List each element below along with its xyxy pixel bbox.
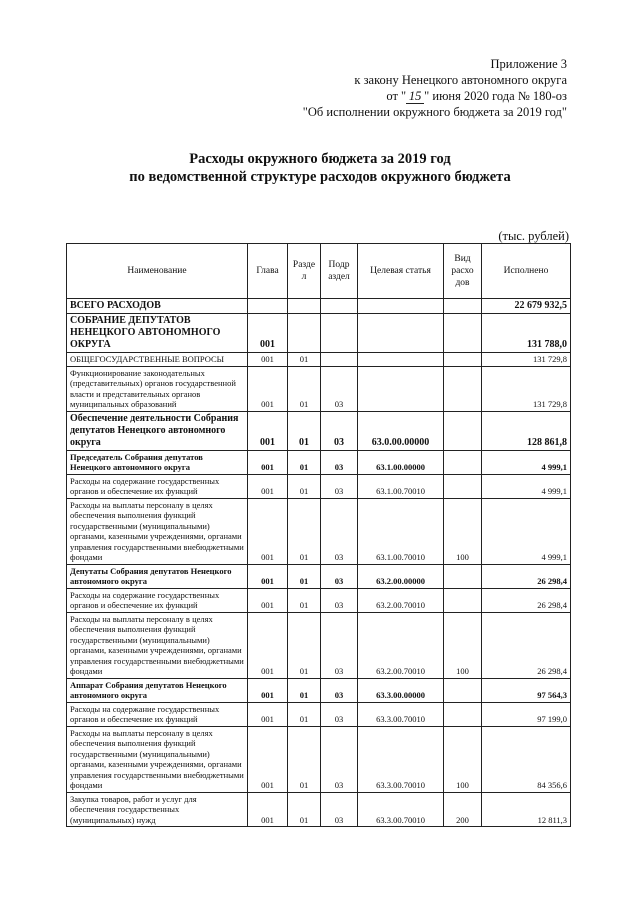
cell-razdel: 01 [288,498,321,564]
cell-statya: 63.3.00.70010 [358,792,444,827]
cell-statya: 63.3.00.70010 [358,702,444,726]
cell-vid: 100 [444,612,482,678]
cell-razdel [288,299,321,314]
cell-statya [358,314,444,353]
cell-name: ОБЩЕГОСУДАРСТВЕННЫЕ ВОПРОСЫ [67,353,248,367]
cell-vid [444,474,482,498]
title-line-1: Расходы окружного бюджета за 2019 год [189,151,451,167]
cell-name: ВСЕГО РАСХОДОВ [67,299,248,314]
table-row [67,702,571,726]
cell-podrazdel: 03 [321,702,358,726]
cell-name: СОБРАНИЕ ДЕПУТАТОВ НЕНЕЦКОГО АВТОНОМНОГО ОКРУГА [67,314,248,353]
table-row [67,564,571,588]
cell-glava: 001 [248,678,288,702]
table-row [67,792,571,827]
cell-razdel: 01 [288,792,321,827]
cell-name: Расходы на содержание государственных органов и обеспечение их функций [67,474,248,498]
cell-amount: 26 298,4 [482,588,571,612]
cell-podrazdel [321,314,358,353]
cell-podrazdel [321,299,358,314]
title-line-2: по ведомственной структуре расходов окружного бюджета [129,169,511,185]
cell-vid: 100 [444,726,482,792]
cell-statya: 63.3.00.00000 [358,678,444,702]
cell-vid: 200 [444,792,482,827]
cell-podrazdel: 03 [321,612,358,678]
cell-vid [444,353,482,367]
cell-vid [444,314,482,353]
cell-amount: 22 679 932,5 [482,299,571,314]
cell-glava: 001 [248,366,288,411]
cell-vid [444,299,482,314]
date-prefix: от " [386,89,407,103]
cell-glava: 001 [248,702,288,726]
cell-statya: 63.2.00.70010 [358,612,444,678]
table-row [67,474,571,498]
table-header-row [67,244,571,299]
cell-razdel: 01 [288,588,321,612]
cell-statya [358,299,444,314]
cell-glava: 001 [248,792,288,827]
cell-statya [358,353,444,367]
cell-glava: 001 [248,726,288,792]
cell-vid [444,366,482,411]
document-title [0,150,640,186]
cell-amount: 4 999,1 [482,450,571,474]
table-row [67,498,571,564]
cell-name: Обеспечение деятельности Собрания депутатов Ненецкого автономного округа [67,411,248,450]
column-header-amount: Исполнено [482,244,571,299]
cell-amount: 4 999,1 [482,498,571,564]
appendix-line-2: к закону Ненецкого автономного округа [354,73,567,87]
cell-amount: 131 788,0 [482,314,571,353]
cell-glava: 001 [248,498,288,564]
cell-amount: 12 811,3 [482,792,571,827]
cell-glava: 001 [248,474,288,498]
column-header-razdel: Разде л [288,244,321,299]
table-row [67,450,571,474]
column-header-vid: Вид расхо дов [444,244,482,299]
cell-name: Функционирование законодательных (представительных) органов государственной власти и представительных органов муниципальных образований [67,366,248,411]
cell-podrazdel: 03 [321,498,358,564]
cell-vid [444,564,482,588]
cell-name: Расходы на содержание государственных органов и обеспечение их функций [67,588,248,612]
cell-podrazdel: 03 [321,564,358,588]
cell-amount: 131 729,8 [482,353,571,367]
column-header-glava: Глава [248,244,288,299]
cell-amount: 84 356,6 [482,726,571,792]
cell-name: Аппарат Собрания депутатов Ненецкого автономного округа [67,678,248,702]
cell-razdel [288,314,321,353]
cell-razdel: 01 [288,411,321,450]
table-row [67,726,571,792]
cell-statya: 63.2.00.00000 [358,564,444,588]
table-body [67,299,571,827]
cell-amount: 128 861,8 [482,411,571,450]
table-row [67,353,571,367]
cell-razdel: 01 [288,450,321,474]
column-header-podrazdel: Подр аздел [321,244,358,299]
cell-statya: 63.2.00.70010 [358,588,444,612]
table-row [67,612,571,678]
cell-name: Расходы на выплаты персоналу в целях обеспечения выполнения функций государственными (муниципальными) органами, казенными учреждениями, органами управления государственными внебюджетными фондами [67,726,248,792]
cell-glava: 001 [248,612,288,678]
cell-glava [248,299,288,314]
cell-statya: 63.1.00.70010 [358,498,444,564]
cell-razdel: 01 [288,353,321,367]
cell-podrazdel: 03 [321,678,358,702]
cell-name: Председатель Собрания депутатов Ненецкого автономного округа [67,450,248,474]
cell-podrazdel: 03 [321,450,358,474]
cell-statya: 63.1.00.70010 [358,474,444,498]
unit-label: (тыс. рублей) [498,229,569,243]
expenditure-table [66,243,571,827]
cell-statya: 63.1.00.00000 [358,450,444,474]
cell-amount: 26 298,4 [482,612,571,678]
cell-razdel: 01 [288,564,321,588]
cell-razdel: 01 [288,726,321,792]
appendix-line-3 [303,88,567,104]
cell-vid [444,588,482,612]
cell-podrazdel: 03 [321,411,358,450]
appendix-line-4: "Об исполнении окружного бюджета за 2019 год" [302,105,567,119]
cell-razdel: 01 [288,366,321,411]
cell-glava: 001 [248,314,288,353]
cell-statya: 63.3.00.70010 [358,726,444,792]
cell-glava: 001 [248,450,288,474]
column-header-name: Наименование [67,244,248,299]
cell-glava: 001 [248,588,288,612]
cell-podrazdel [321,353,358,367]
table-row [67,314,571,353]
cell-vid [444,411,482,450]
table-row [67,366,571,411]
cell-amount: 26 298,4 [482,564,571,588]
cell-glava: 001 [248,353,288,367]
cell-podrazdel: 03 [321,726,358,792]
cell-vid [444,450,482,474]
cell-vid [444,678,482,702]
cell-podrazdel: 03 [321,792,358,827]
appendix-line-1: Приложение 3 [490,57,567,71]
cell-podrazdel: 03 [321,588,358,612]
cell-amount: 97 199,0 [482,702,571,726]
cell-name: Расходы на содержание государственных органов и обеспечение их функций [67,702,248,726]
cell-razdel: 01 [288,678,321,702]
cell-amount: 97 564,3 [482,678,571,702]
cell-statya [358,366,444,411]
appendix-header [303,56,567,120]
cell-razdel: 01 [288,702,321,726]
cell-podrazdel: 03 [321,474,358,498]
cell-statya: 63.0.00.00000 [358,411,444,450]
table-row [67,678,571,702]
cell-razdel: 01 [288,474,321,498]
cell-glava: 001 [248,411,288,450]
date-suffix: " июня 2020 года № 180-оз [424,89,567,103]
cell-vid: 100 [444,498,482,564]
table-row [67,411,571,450]
cell-name: Расходы на выплаты персоналу в целях обеспечения выполнения функций государственными (муниципальными) органами, казенными учреждениями, органами управления государственными внебюджетными фондами [67,498,248,564]
cell-glava: 001 [248,564,288,588]
cell-name: Расходы на выплаты персоналу в целях обеспечения выполнения функций государственными (муниципальными) органами, казенными учреждениями, органами управления государственными внебюджетными фондами [67,612,248,678]
handwritten-day: 15 [406,90,424,104]
cell-podrazdel: 03 [321,366,358,411]
cell-name: Депутаты Собрания депутатов Ненецкого автономного округа [67,564,248,588]
cell-vid [444,702,482,726]
cell-razdel: 01 [288,612,321,678]
table-row [67,588,571,612]
cell-amount: 131 729,8 [482,366,571,411]
table-row [67,299,571,314]
cell-name: Закупка товаров, работ и услуг для обеспечения государственных (муниципальных) нужд [67,792,248,827]
column-header-statya: Целевая статья [358,244,444,299]
cell-amount: 4 999,1 [482,474,571,498]
